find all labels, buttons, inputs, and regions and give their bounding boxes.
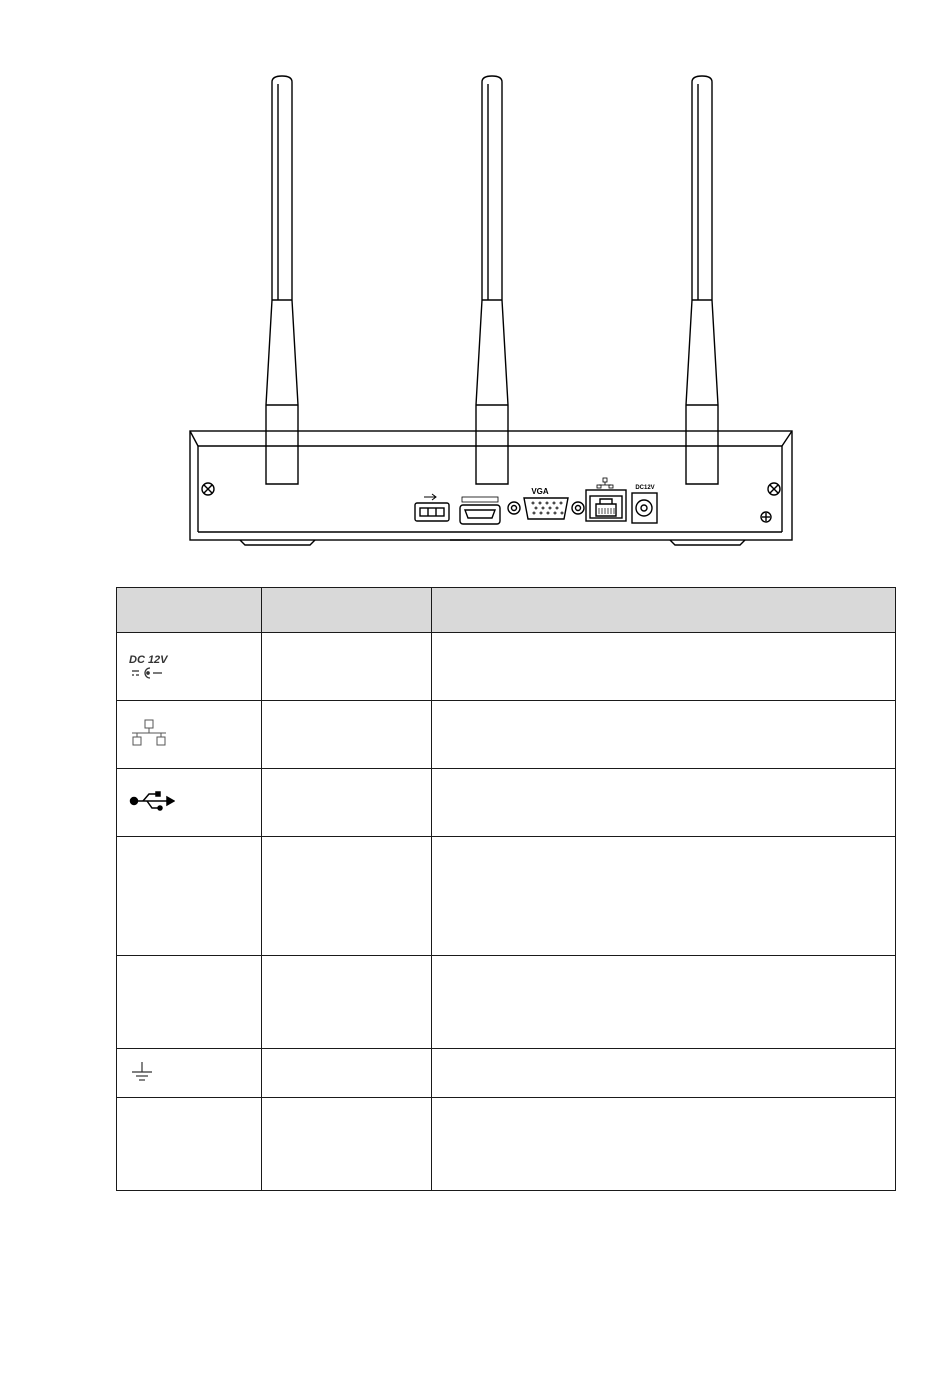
row-name-cell	[262, 769, 432, 837]
dc-power-icon: DC 12V	[129, 650, 168, 683]
row-icon-cell	[117, 1098, 262, 1191]
network-icon	[129, 719, 169, 747]
dc-panel-label: DC12V	[635, 485, 655, 491]
table-header-row	[117, 588, 896, 633]
table-row	[117, 1049, 896, 1098]
antenna-middle	[476, 76, 508, 484]
usb-port	[415, 494, 449, 521]
row-icon-cell	[117, 837, 262, 956]
device-rear-panel-diagram	[0, 0, 950, 560]
row-description-cell	[432, 701, 896, 769]
row-name-cell	[262, 837, 432, 956]
row-name-cell	[262, 956, 432, 1049]
table-row	[117, 769, 896, 837]
row-icon-cell	[117, 633, 262, 701]
row-icon-cell	[117, 769, 262, 837]
usb-icon	[129, 789, 175, 813]
dc-power-jack	[632, 493, 657, 523]
antenna-right	[686, 76, 718, 484]
row-name-cell	[262, 1049, 432, 1098]
row-description-cell	[432, 633, 896, 701]
network-port	[586, 478, 626, 521]
row-name-cell	[262, 633, 432, 701]
row-description-cell	[432, 769, 896, 837]
row-name-cell	[262, 1098, 432, 1191]
vga-label: VGA	[531, 487, 549, 496]
row-description-cell	[432, 837, 896, 956]
row-description-cell	[432, 956, 896, 1049]
ground-icon	[129, 1060, 155, 1084]
table-row	[117, 633, 896, 701]
table-row	[117, 956, 896, 1049]
table-row	[117, 1098, 896, 1191]
header-name	[262, 588, 432, 633]
table-row	[117, 701, 896, 769]
table-row	[117, 837, 896, 956]
row-icon-cell	[117, 701, 262, 769]
header-icon	[117, 588, 262, 633]
chassis	[190, 431, 792, 545]
row-name-cell	[262, 701, 432, 769]
ports-table	[116, 587, 896, 1191]
row-description-cell	[432, 1049, 896, 1098]
header-description	[432, 588, 896, 633]
row-icon-cell	[117, 1049, 262, 1098]
hdmi-port	[460, 497, 500, 524]
vga-port	[508, 498, 584, 519]
row-icon-cell	[117, 956, 262, 1049]
antenna-left	[266, 76, 298, 484]
row-description-cell	[432, 1098, 896, 1191]
ground-terminal	[761, 512, 771, 522]
